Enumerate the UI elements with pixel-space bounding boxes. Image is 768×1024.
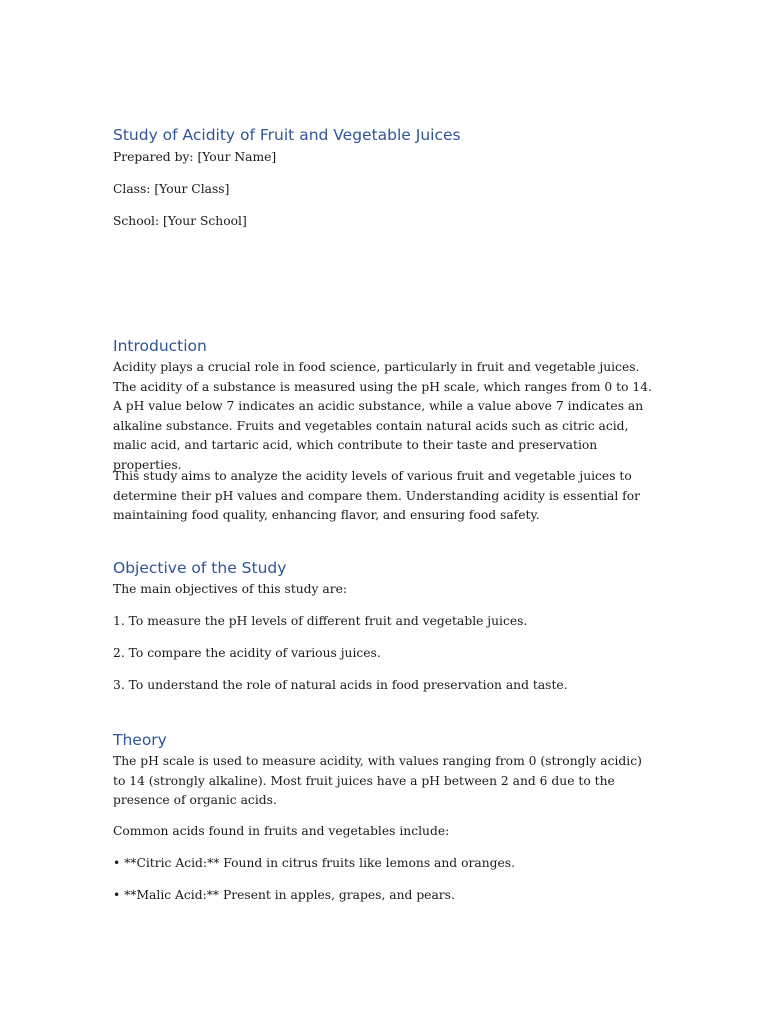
objective-intro: The main objectives of this study are: bbox=[113, 582, 348, 596]
introduction-paragraph-1: Acidity plays a crucial role in food science, particularly in fruit and vegetable juices. The acidity of a substance is measured using the pH scale, which ranges from 0 to 14. A pH value below 7 indicates an acidic substance, while a value above 7 indicates an alkaline substance. Fruits and vegetables contain natural acids such as citric acid, malic acid, and tartaric acid, which contribute to their taste and preservation properties. bbox=[113, 360, 652, 472]
theory-paragraph-2: Common acids found in fruits and vegetables include: bbox=[113, 824, 450, 838]
theory-heading: Theory bbox=[113, 731, 167, 749]
objective-item-3: 3. To understand the role of natural acids in food preservation and taste. bbox=[113, 678, 568, 692]
introduction-paragraph-2: This study aims to analyze the acidity levels of various fruit and vegetable juices to determine their pH values and compare them. Understanding acidity is essential for maintaining food quality, enhancing flavor, and ensuring food safety. bbox=[113, 469, 641, 522]
prepared-by-line: Prepared by: [Your Name] bbox=[113, 150, 277, 164]
school-line: School: [Your School] bbox=[113, 214, 247, 228]
class-line: Class: [Your Class] bbox=[113, 182, 230, 196]
theory-bullet-1: • **Citric Acid:** Found in citrus fruits like lemons and oranges. bbox=[113, 856, 515, 870]
theory-bullet-2: • **Malic Acid:** Present in apples, grapes, and pears. bbox=[113, 888, 455, 902]
introduction-heading: Introduction bbox=[113, 337, 207, 355]
document-title: Study of Acidity of Fruit and Vegetable Juices bbox=[113, 126, 461, 144]
objective-heading: Objective of the Study bbox=[113, 559, 287, 577]
document-page bbox=[113, 0, 658, 1024]
theory-paragraph-1: The pH scale is used to measure acidity, with values ranging from 0 (strongly acidic) to 14 (strongly alkaline). Most fruit juices have a pH between 2 and 6 due to the presence of organic acids. bbox=[113, 754, 642, 807]
objective-item-1: 1. To measure the pH levels of different fruit and vegetable juices. bbox=[113, 614, 528, 628]
objective-item-2: 2. To compare the acidity of various juices. bbox=[113, 646, 381, 660]
